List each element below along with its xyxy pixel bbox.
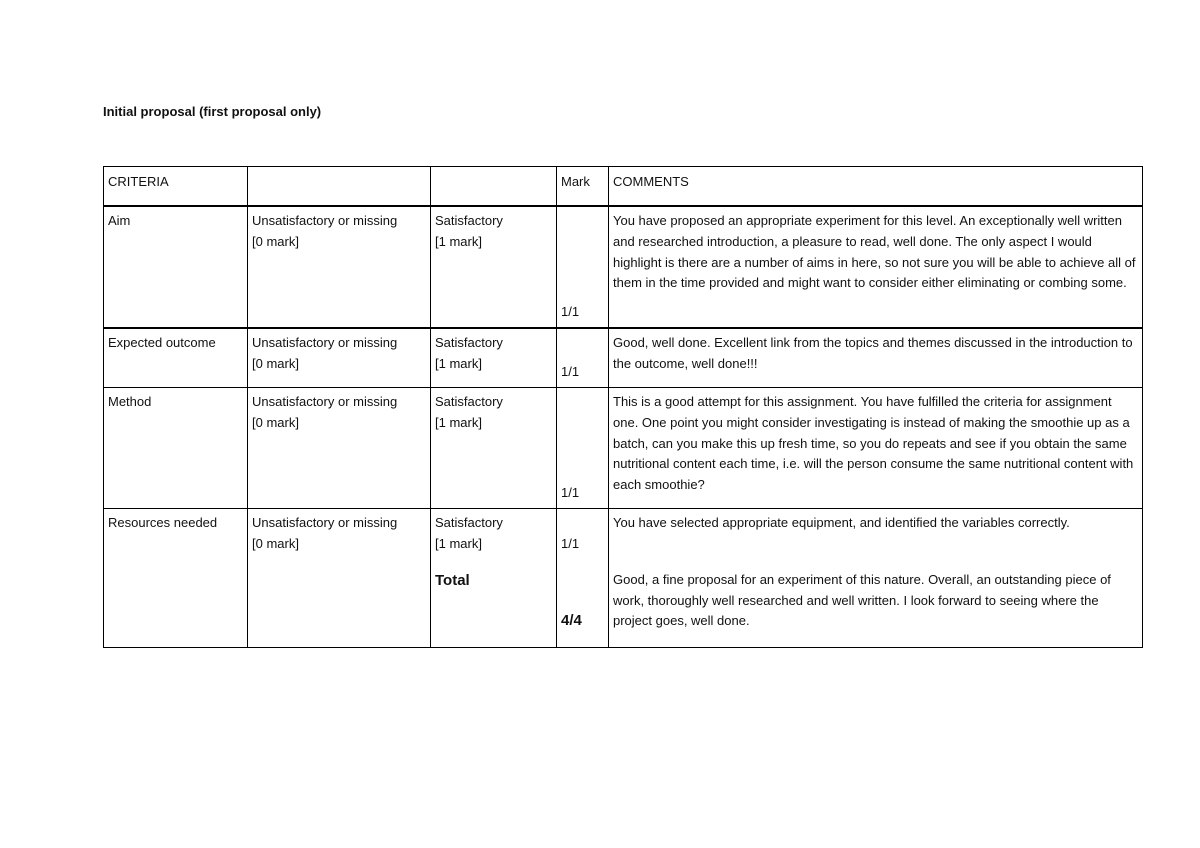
unsatisfactory-cell xyxy=(248,328,431,388)
comment-cell: This is a good attempt for this assignment. You have fulfilled the criteria for assignment one. One point you might consider investigating is instead of making the smoothie up as a batch, can you make this up fresh time, so you do repeats and see if you obtain the same nutritional content each time, i.e. will the person consume the same nutritional content with each smoothie? xyxy=(609,388,1143,509)
satisfactory-cell xyxy=(431,388,557,509)
criteria-cell: Method xyxy=(104,388,248,509)
mark-cell xyxy=(557,206,609,328)
total-value: 4/4 xyxy=(561,611,582,629)
satisfactory-mark: [1 mark] xyxy=(435,355,482,371)
criteria-cell: Resources needed xyxy=(104,509,248,648)
criteria-cell: Aim xyxy=(104,206,248,328)
unsatisfactory-mark: [0 mark] xyxy=(252,233,299,249)
mark-cell xyxy=(557,388,609,509)
table-row xyxy=(104,509,1143,648)
satisfactory-label: Satisfactory xyxy=(435,394,503,409)
unsatisfactory-label: Unsatisfactory or missing xyxy=(252,515,398,530)
unsatisfactory-label: Unsatisfactory or missing xyxy=(252,394,398,409)
table-row xyxy=(104,388,1143,509)
header-col2 xyxy=(248,167,431,207)
satisfactory-label: Satisfactory xyxy=(435,515,503,530)
unsatisfactory-cell xyxy=(248,206,431,328)
comment-cell: You have proposed an appropriate experiment for this level. An exceptionally well written and researched introduction, a pleasure to read, well done. The only aspect I would highlight is there are a number of aims in here, so not sure you will be able to achieve all of them in the time provided and might want to consider either eliminating or combing some. xyxy=(609,206,1143,328)
mark-cell xyxy=(557,328,609,388)
rubric-table xyxy=(103,166,1143,648)
table-header-row xyxy=(104,167,1143,207)
satisfactory-mark: [1 mark] xyxy=(435,414,482,430)
overall-comment: Good, a fine proposal for an experiment of this nature. Overall, an outstanding piece of work, thoroughly well researched and well written. I look forward to seeing where the project goes, well done. xyxy=(613,571,1111,629)
header-mark: Mark xyxy=(557,167,609,207)
mark-value: 1/1 xyxy=(561,304,580,320)
unsatisfactory-cell xyxy=(248,509,431,648)
unsatisfactory-mark: [0 mark] xyxy=(252,355,299,371)
satisfactory-mark: [1 mark] xyxy=(435,233,482,249)
satisfactory-cell xyxy=(431,328,557,388)
satisfactory-label: Satisfactory xyxy=(435,335,503,350)
unsatisfactory-label: Unsatisfactory or missing xyxy=(252,335,398,350)
satisfactory-cell xyxy=(431,509,557,648)
comment-cell: Good, well done. Excellent link from the topics and themes discussed in the introduction to the outcome, well done!!! xyxy=(609,328,1143,388)
resources-comment: You have selected appropriate equipment, and identified the variables correctly. xyxy=(613,515,1070,530)
mark-value: 1/1 xyxy=(561,364,580,380)
comment-cell xyxy=(609,509,1143,648)
table-row xyxy=(104,328,1143,388)
unsatisfactory-cell xyxy=(248,388,431,509)
mark-value: 1/1 xyxy=(561,535,580,551)
mark-value: 1/1 xyxy=(561,485,580,501)
page-title: Initial proposal (first proposal only) xyxy=(103,104,322,119)
total-label: Total xyxy=(435,571,470,589)
satisfactory-label: Satisfactory xyxy=(435,213,503,228)
satisfactory-mark: [1 mark] xyxy=(435,535,482,551)
table-row xyxy=(104,206,1143,328)
header-criteria: CRITERIA xyxy=(104,167,248,207)
header-col3 xyxy=(431,167,557,207)
header-comments: COMMENTS xyxy=(609,167,1143,207)
unsatisfactory-mark: [0 mark] xyxy=(252,414,299,430)
satisfactory-cell xyxy=(431,206,557,328)
unsatisfactory-mark: [0 mark] xyxy=(252,535,299,551)
unsatisfactory-label: Unsatisfactory or missing xyxy=(252,213,398,228)
mark-cell xyxy=(557,509,609,648)
criteria-cell: Expected outcome xyxy=(104,328,248,388)
